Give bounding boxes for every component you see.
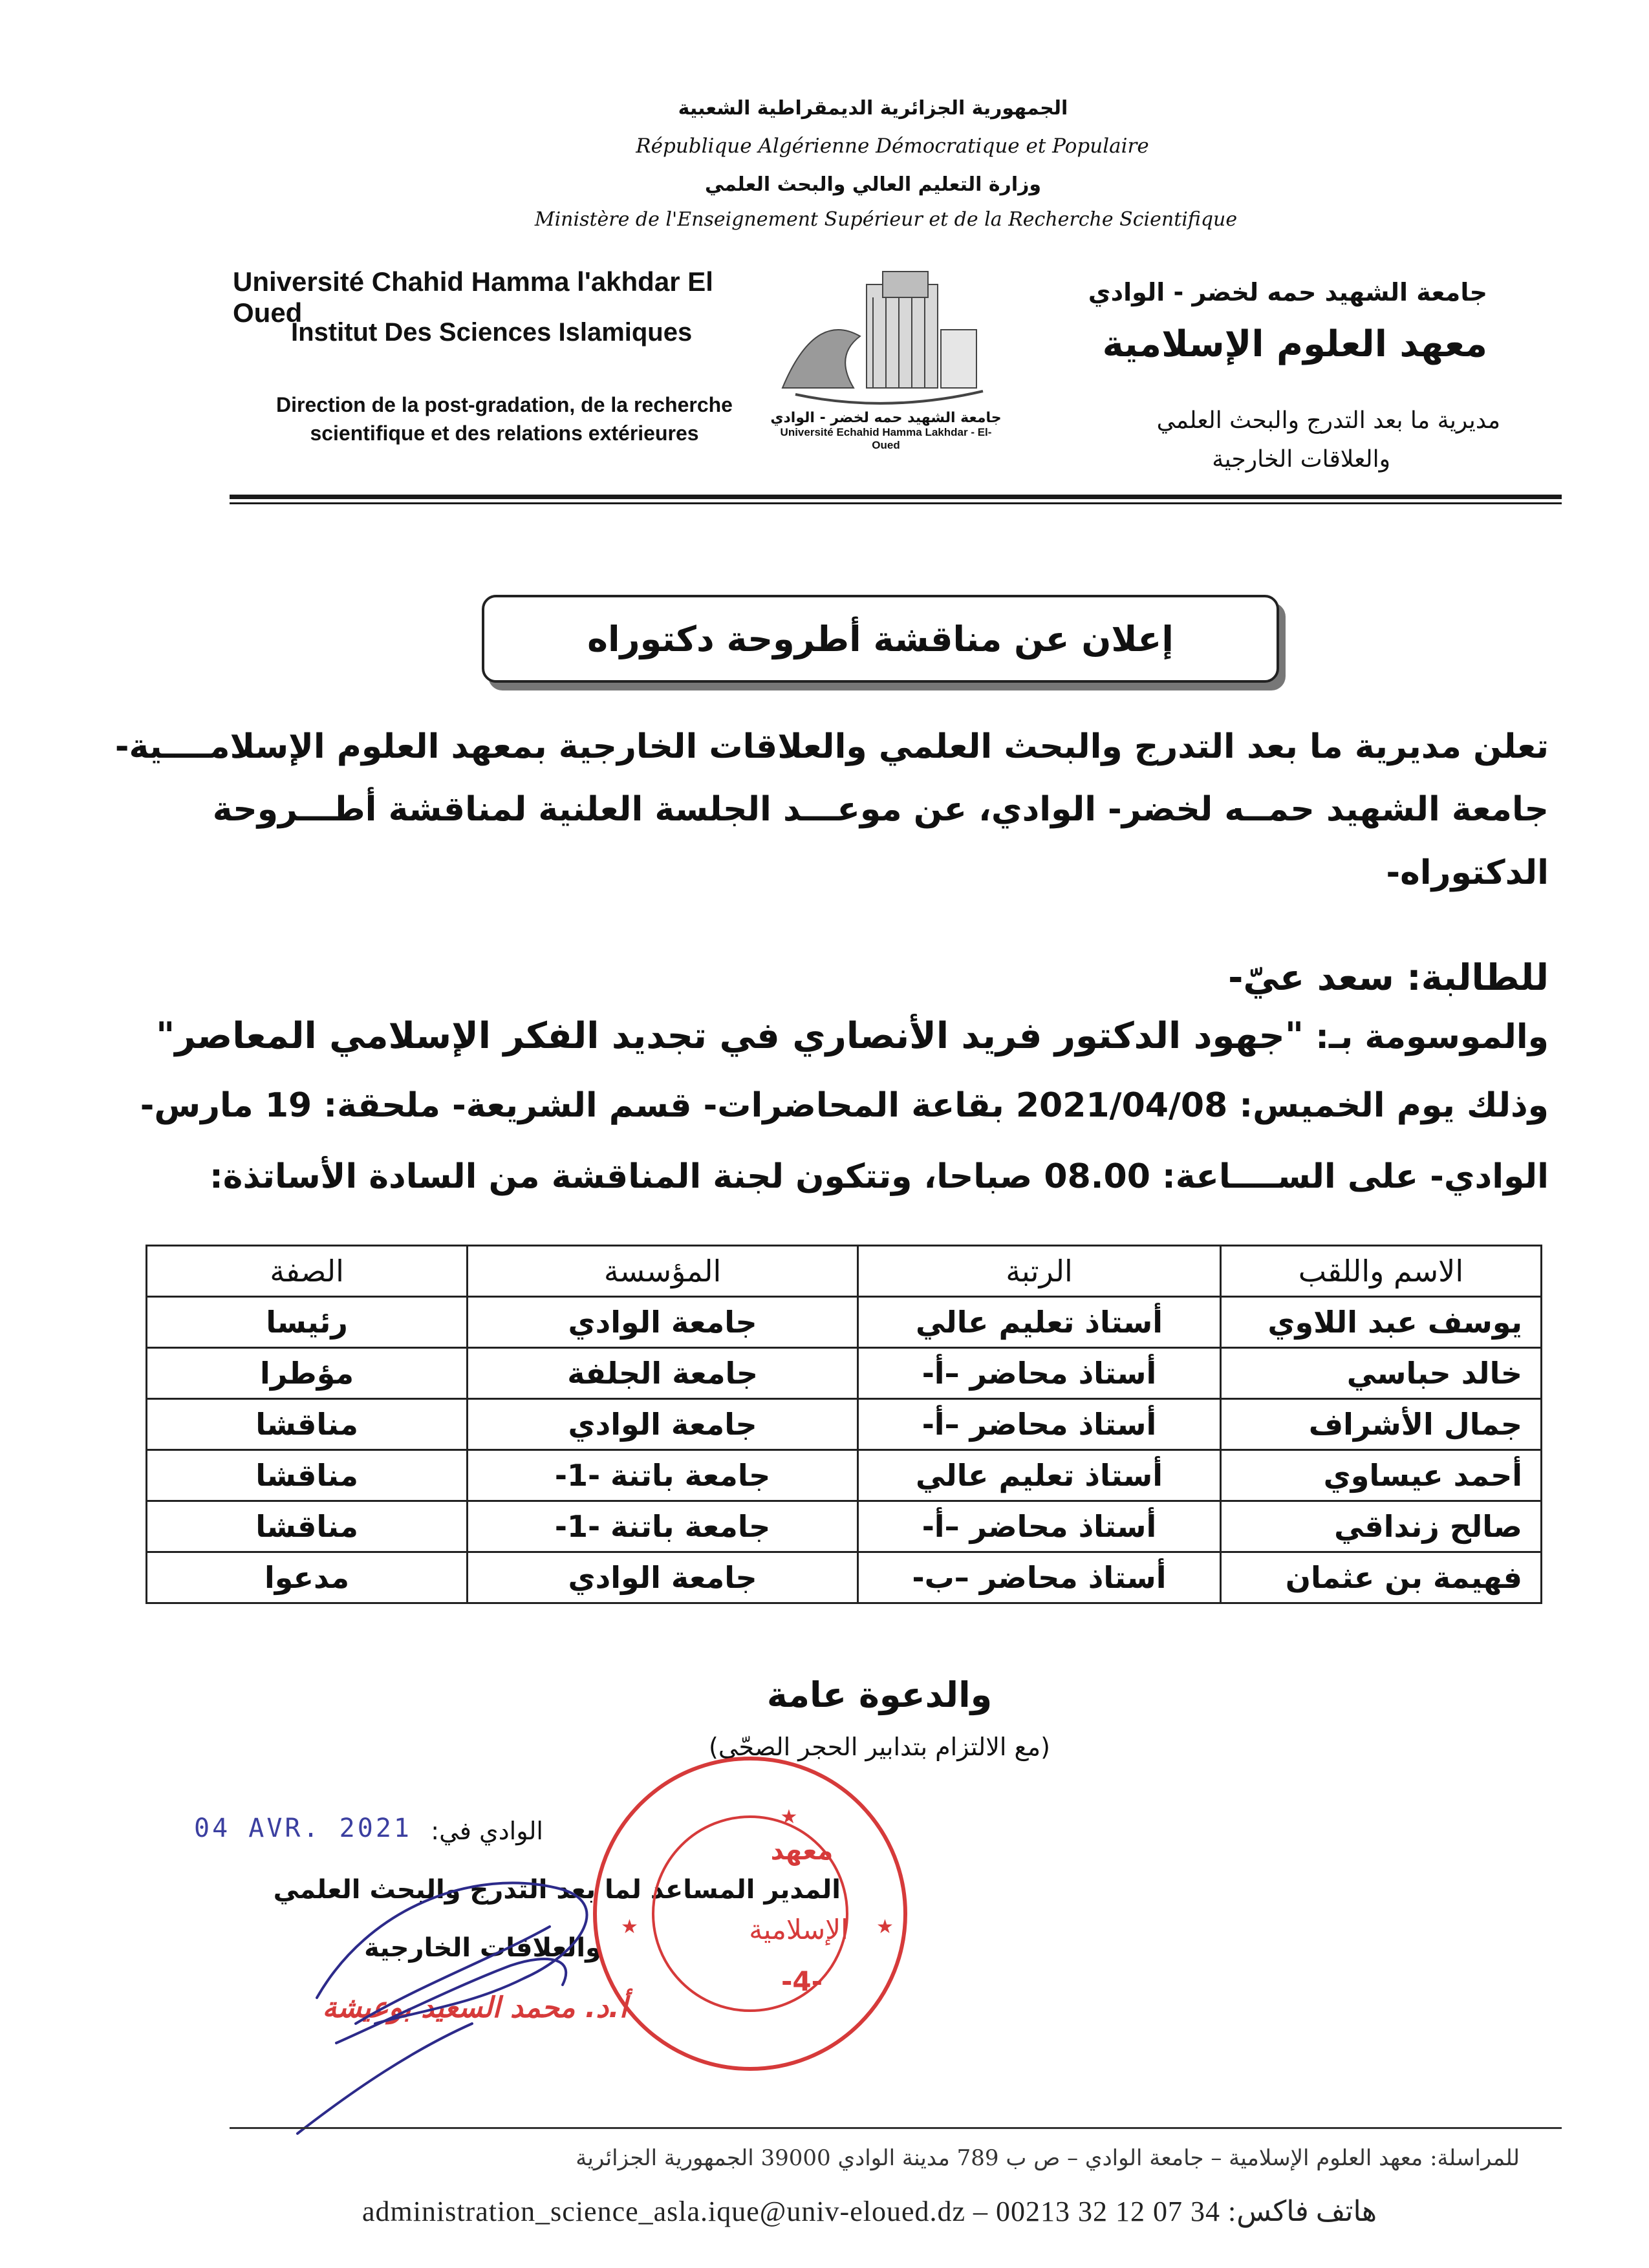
thesis-prefix: والموسومة بـ: xyxy=(1304,1018,1549,1056)
header-rank: الرتبة xyxy=(858,1246,1221,1297)
cell-institution: جامعة الجلفة xyxy=(468,1348,858,1399)
footer-rule xyxy=(230,2127,1562,2129)
intro-line-2: جامعة الشهيد حمــه لخضر- الوادي، عن موعـــد الجلسة العلنية لمناقشة أطـــروحة xyxy=(212,790,1549,829)
cell-institution: جامعة الوادي xyxy=(468,1297,858,1348)
footer-address: للمراسلة: معهد العلوم الإسلامية – جامعة الوادي – ص ب 789 مدينة الوادي 39000 الجمهورية الجزائرية xyxy=(576,2145,1520,2171)
cell-role: مدعوا xyxy=(147,1552,468,1603)
svg-text:★: ★ xyxy=(780,1806,798,1828)
header-name: الاسم واللقب xyxy=(1220,1246,1541,1297)
republic-fr: République Algérienne Démocratique et Populaire xyxy=(636,134,1149,158)
cell-role: مناقشا xyxy=(147,1399,468,1450)
direction-fr-line2: scientifique et des relations extérieures xyxy=(310,422,699,445)
cell-rank: أستاذ محاضر –أ- xyxy=(858,1501,1221,1552)
university-ar: جامعة الشهيد حمه لخضر - الوادي xyxy=(1088,278,1487,306)
table-row xyxy=(147,1399,1542,1450)
header-rule xyxy=(230,495,1562,499)
cell-rank: أستاذ محاضر –أ- xyxy=(858,1399,1221,1450)
cell-name: فهيمة بن عثمان xyxy=(1220,1552,1541,1603)
public-invitation: والدعوة عامة xyxy=(766,1674,993,1715)
signature-role-2: والعلاقات الخارجية xyxy=(364,1933,601,1963)
cell-rank: أستاذ محاضر –ب- xyxy=(858,1552,1221,1603)
stamp-text-3: -4- xyxy=(781,1965,823,1997)
date-line: وذلك يوم الخميس: 2021/04/08 بقاعة المحاضرات- قسم الشريعة- ملحقة: 19 مارس- xyxy=(140,1086,1549,1125)
thesis-line xyxy=(156,1015,1549,1057)
svg-text:★: ★ xyxy=(621,1916,638,1938)
direction-ar-line1: مديرية ما بعد التدرج والبحث العلمي xyxy=(1156,407,1500,434)
cell-institution: جامعة الوادي xyxy=(468,1552,858,1603)
cell-institution: جامعة باتنة -1- xyxy=(468,1450,858,1501)
cell-rank: أستاذ تعليم عالي xyxy=(858,1450,1221,1501)
logo-caption-fr: Université Echahid Hamma Lakhdar - El-Oued xyxy=(780,426,992,451)
cell-name: يوسف عبد اللاوي xyxy=(1220,1297,1541,1348)
stamp-text-2: الإسلامية xyxy=(749,1914,848,1945)
direction-fr-line1: Direction de la post-gradation, de la recherche xyxy=(276,393,733,416)
signature-role-1: المدير المساعد لما بعد التدرج والبحث العلمي xyxy=(273,1875,841,1905)
announcement-title: إعلان عن مناقشة أطروحة دكتوراه xyxy=(587,618,1174,659)
header-role: الصفة xyxy=(147,1246,468,1297)
cell-role: مناقشا xyxy=(147,1501,468,1552)
cell-role: رئيسا xyxy=(147,1297,468,1348)
student-line: للطالبة: سعد عيّ- xyxy=(1228,957,1549,999)
cell-rank: أستاذ تعليم عالي xyxy=(858,1297,1221,1348)
institute-fr: Institut Des Sciences Islamiques xyxy=(291,318,693,347)
cell-role: مناقشا xyxy=(147,1450,468,1501)
cell-name: صالح زنداقي xyxy=(1220,1501,1541,1552)
table-row xyxy=(147,1297,1542,1348)
intro-line-1: تعلن مديرية ما بعد التدرج والبحث العلمي والعلاقات الخارجية بمعهد العلوم الإسلامــــية- xyxy=(114,727,1549,766)
time-line: الوادي- على الســــاعة: 08.00 صباحا، وتتكون لجنة المناقشة من السادة الأساتذة: xyxy=(209,1157,1549,1196)
svg-text:★: ★ xyxy=(876,1916,894,1938)
logo-emblem-icon xyxy=(770,259,1002,407)
cell-name: أحمد عيساوي xyxy=(1220,1450,1541,1501)
cell-name: جمال الأشراف xyxy=(1220,1399,1541,1450)
cell-rank: أستاذ محاضر –أ- xyxy=(858,1348,1221,1399)
direction-ar-line2: والعلاقات الخارجية xyxy=(1212,446,1390,473)
republic-ar: الجمهورية الجزائرية الديمقراطية الشعبية xyxy=(678,97,1068,120)
signer-name: أ.د. محمد السعيد بوعيشة xyxy=(322,1991,627,2024)
table-header-row xyxy=(147,1246,1542,1297)
health-note: (مع الالتزام بتدابير الحجر الصحّي) xyxy=(709,1733,1050,1761)
signature-place: الوادي في: xyxy=(431,1817,543,1845)
cell-role: مؤطرا xyxy=(147,1348,468,1399)
thesis-title: "جهود الدكتور فريد الأنصاري في تجديد الفكر الإسلامي المعاصر" xyxy=(156,1015,1304,1057)
ministry-fr: Ministère de l'Enseignement Supérieur et de la Recherche Scientifique xyxy=(534,208,1238,231)
jury-table xyxy=(146,1245,1542,1604)
cell-institution: جامعة باتنة -1- xyxy=(468,1501,858,1552)
intro-line-3: الدكتوراه- xyxy=(1386,853,1549,892)
footer-contact: administration_science_asla.ique@univ-eloued.dz – 00213 32 12 07 34 :هاتف فاكس xyxy=(362,2196,1377,2227)
announcement-title-box xyxy=(482,595,1279,683)
table-row xyxy=(147,1348,1542,1399)
stamp-text-1: معهد xyxy=(770,1836,834,1866)
institute-ar: معهد العلوم الإسلامية xyxy=(1102,323,1487,365)
header-institution: المؤسسة xyxy=(468,1246,858,1297)
date-stamp: 04 AVR. 2021 xyxy=(194,1813,412,1843)
table-row xyxy=(147,1450,1542,1501)
table-row xyxy=(147,1552,1542,1603)
header-rule-thin xyxy=(230,502,1562,504)
cell-name: خالد حباسي xyxy=(1220,1348,1541,1399)
logo-caption-ar: جامعة الشهيد حمه لخضر - الوادي xyxy=(770,410,1002,426)
university-logo xyxy=(770,259,1002,451)
university-fr: Université Chahid Hamma l'akhdar El Oued xyxy=(233,266,713,328)
cell-institution: جامعة الوادي xyxy=(468,1399,858,1450)
table-row xyxy=(147,1501,1542,1552)
ministry-ar: وزارة التعليم العالي والبحث العلمي xyxy=(704,173,1042,196)
